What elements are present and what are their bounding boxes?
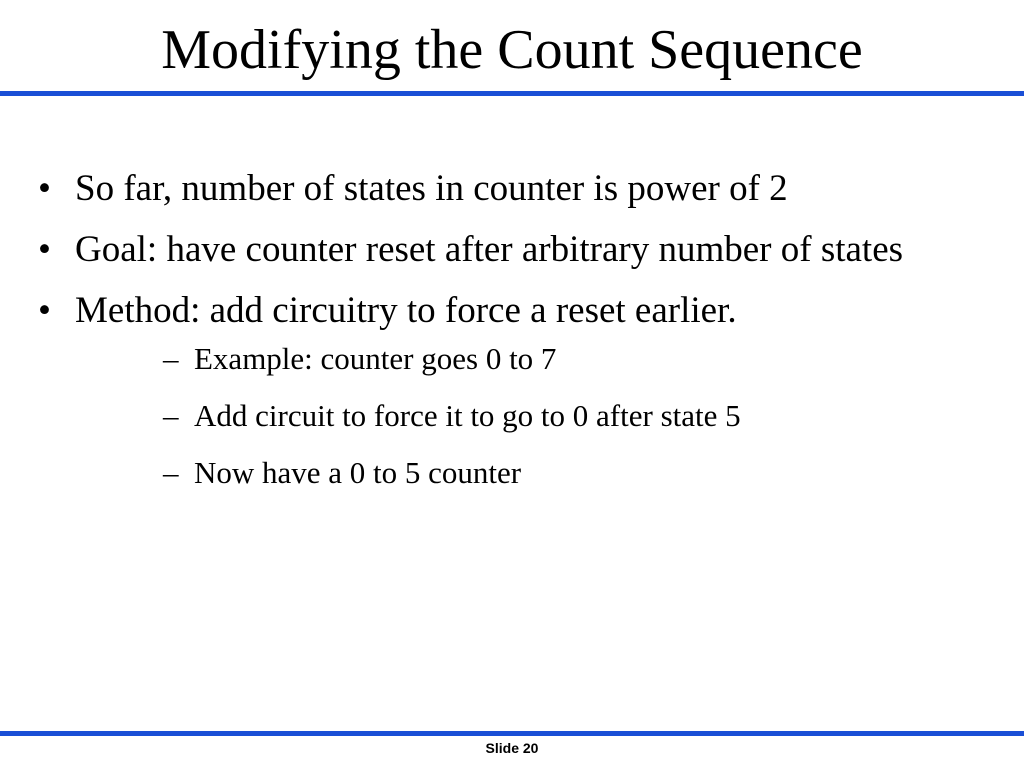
bullet-item (0, 221, 1024, 278)
slide-number: Slide 20 (485, 740, 539, 756)
sub-bullet-marker: – (163, 341, 179, 376)
bullet-marker: • (38, 290, 51, 331)
sub-bullet-text: Now have a 0 to 5 counter (194, 455, 522, 490)
sub-bullet-item (75, 453, 1004, 493)
sub-bullet-item (75, 339, 1004, 379)
footer-divider (0, 731, 1024, 736)
sub-bullet-marker: – (163, 455, 179, 490)
sub-bullet-text: Add circuit to force it to go to 0 after state 5 (194, 398, 741, 433)
bullet-item (0, 160, 1024, 217)
sub-bullet-item (75, 396, 1004, 436)
bullet-list (0, 160, 1024, 510)
bullet-marker: • (38, 168, 51, 209)
bullet-text: Method: add circuitry to force a reset earlier. (75, 290, 737, 331)
sub-bullet-list (75, 339, 1004, 493)
sub-bullet-marker: – (163, 398, 179, 433)
bullet-marker: • (38, 229, 51, 270)
slide-title: Modifying the Count Sequence (161, 19, 863, 81)
bullet-text: So far, number of states in counter is power of 2 (75, 168, 788, 209)
bullet-text: Goal: have counter reset after arbitrary number of states (75, 229, 904, 270)
bullet-item (0, 282, 1024, 493)
title-divider (0, 91, 1024, 96)
sub-bullet-text: Example: counter goes 0 to 7 (194, 341, 557, 376)
